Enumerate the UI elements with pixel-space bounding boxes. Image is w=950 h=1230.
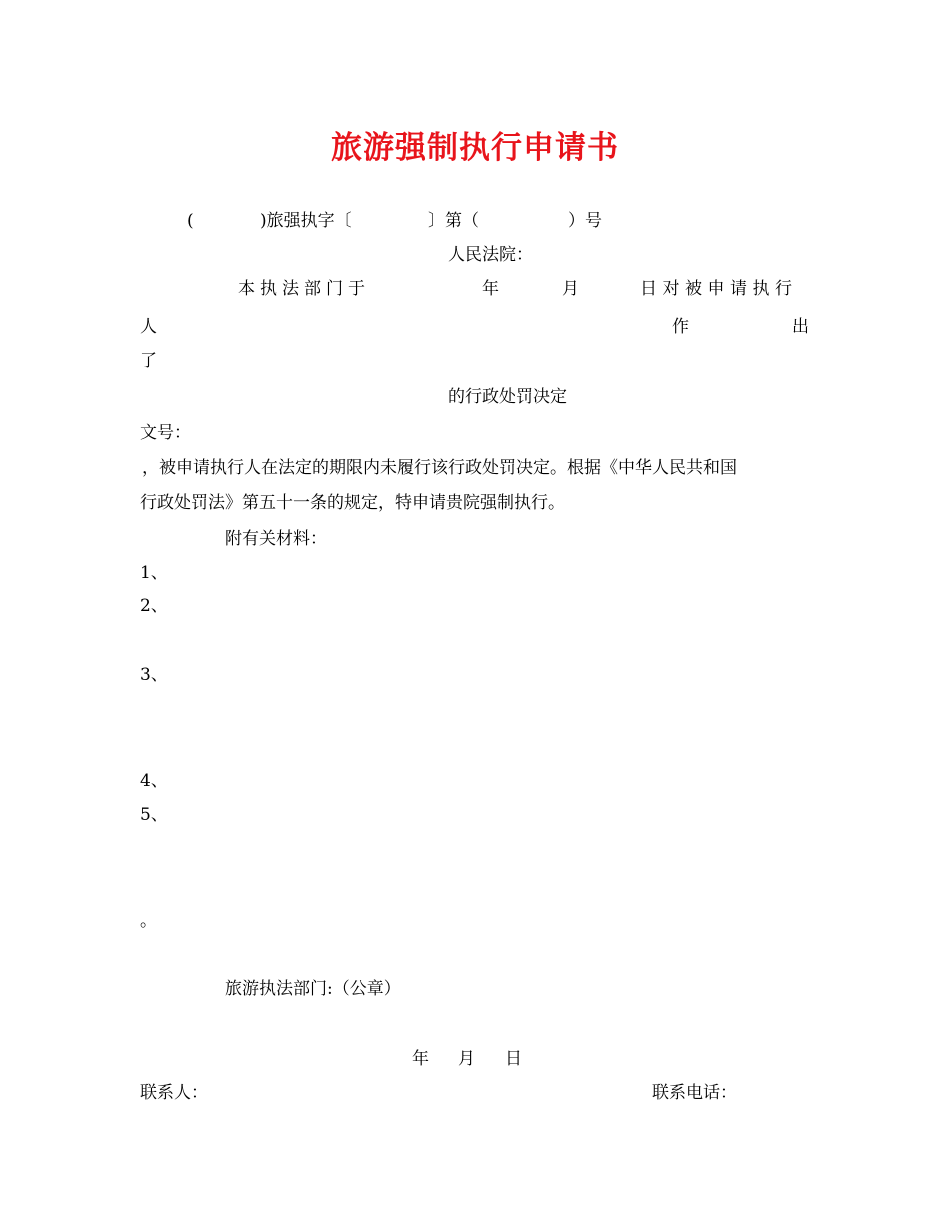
attachment-item-3: 3、 [140, 665, 168, 685]
signature-dept: 旅游执法部门:（公章） [225, 979, 401, 999]
para-line2-end: 出 [792, 317, 809, 337]
para-start: 本执法部门于 [238, 279, 370, 299]
attachment-item-5: 5、 [140, 805, 168, 825]
attachment-item-2: 2、 [140, 596, 168, 616]
doc-number-seq-label: 〕第（ [428, 211, 479, 231]
doc-number-end: ）号 [568, 211, 602, 231]
attachment-item-4: 4、 [140, 771, 168, 791]
contact-phone-label: 联系电话： [652, 1083, 737, 1103]
signature-day: 日 [505, 1049, 522, 1069]
para-line2-start: 人 [140, 317, 157, 337]
para-line2-mid: 作 [672, 317, 689, 337]
attachments-heading: 附有关材料： [225, 529, 327, 549]
para-day-suffix: 日对被申请执行 [640, 279, 798, 299]
doc-no-label: 文号： [140, 423, 191, 443]
doc-number-open: ( [187, 211, 194, 231]
para-line3: 了 [140, 351, 157, 371]
signature-year: 年 [412, 1049, 429, 1069]
para-line7: 行政处罚法》第五十一条的规定，特申请贵院强制执行。 [140, 493, 565, 513]
signature-month: 月 [458, 1049, 475, 1069]
court-line: 人民法院： [448, 245, 533, 265]
doc-number-label: )旅强执字〔 [260, 211, 352, 231]
attachment-item-1: 1、 [140, 563, 168, 583]
para-month: 月 [562, 279, 579, 299]
para-year: 年 [482, 279, 499, 299]
closing-period: 。 [140, 911, 157, 931]
decision-line: 的行政处罚决定 [448, 387, 567, 407]
document-title: 旅游强制执行申请书 [331, 130, 619, 166]
contact-person-label: 联系人： [140, 1083, 208, 1103]
para-line6: ，被申请执行人在法定的期限内未履行该行政处罚决定。根据《中华人民共和国 [142, 458, 737, 478]
